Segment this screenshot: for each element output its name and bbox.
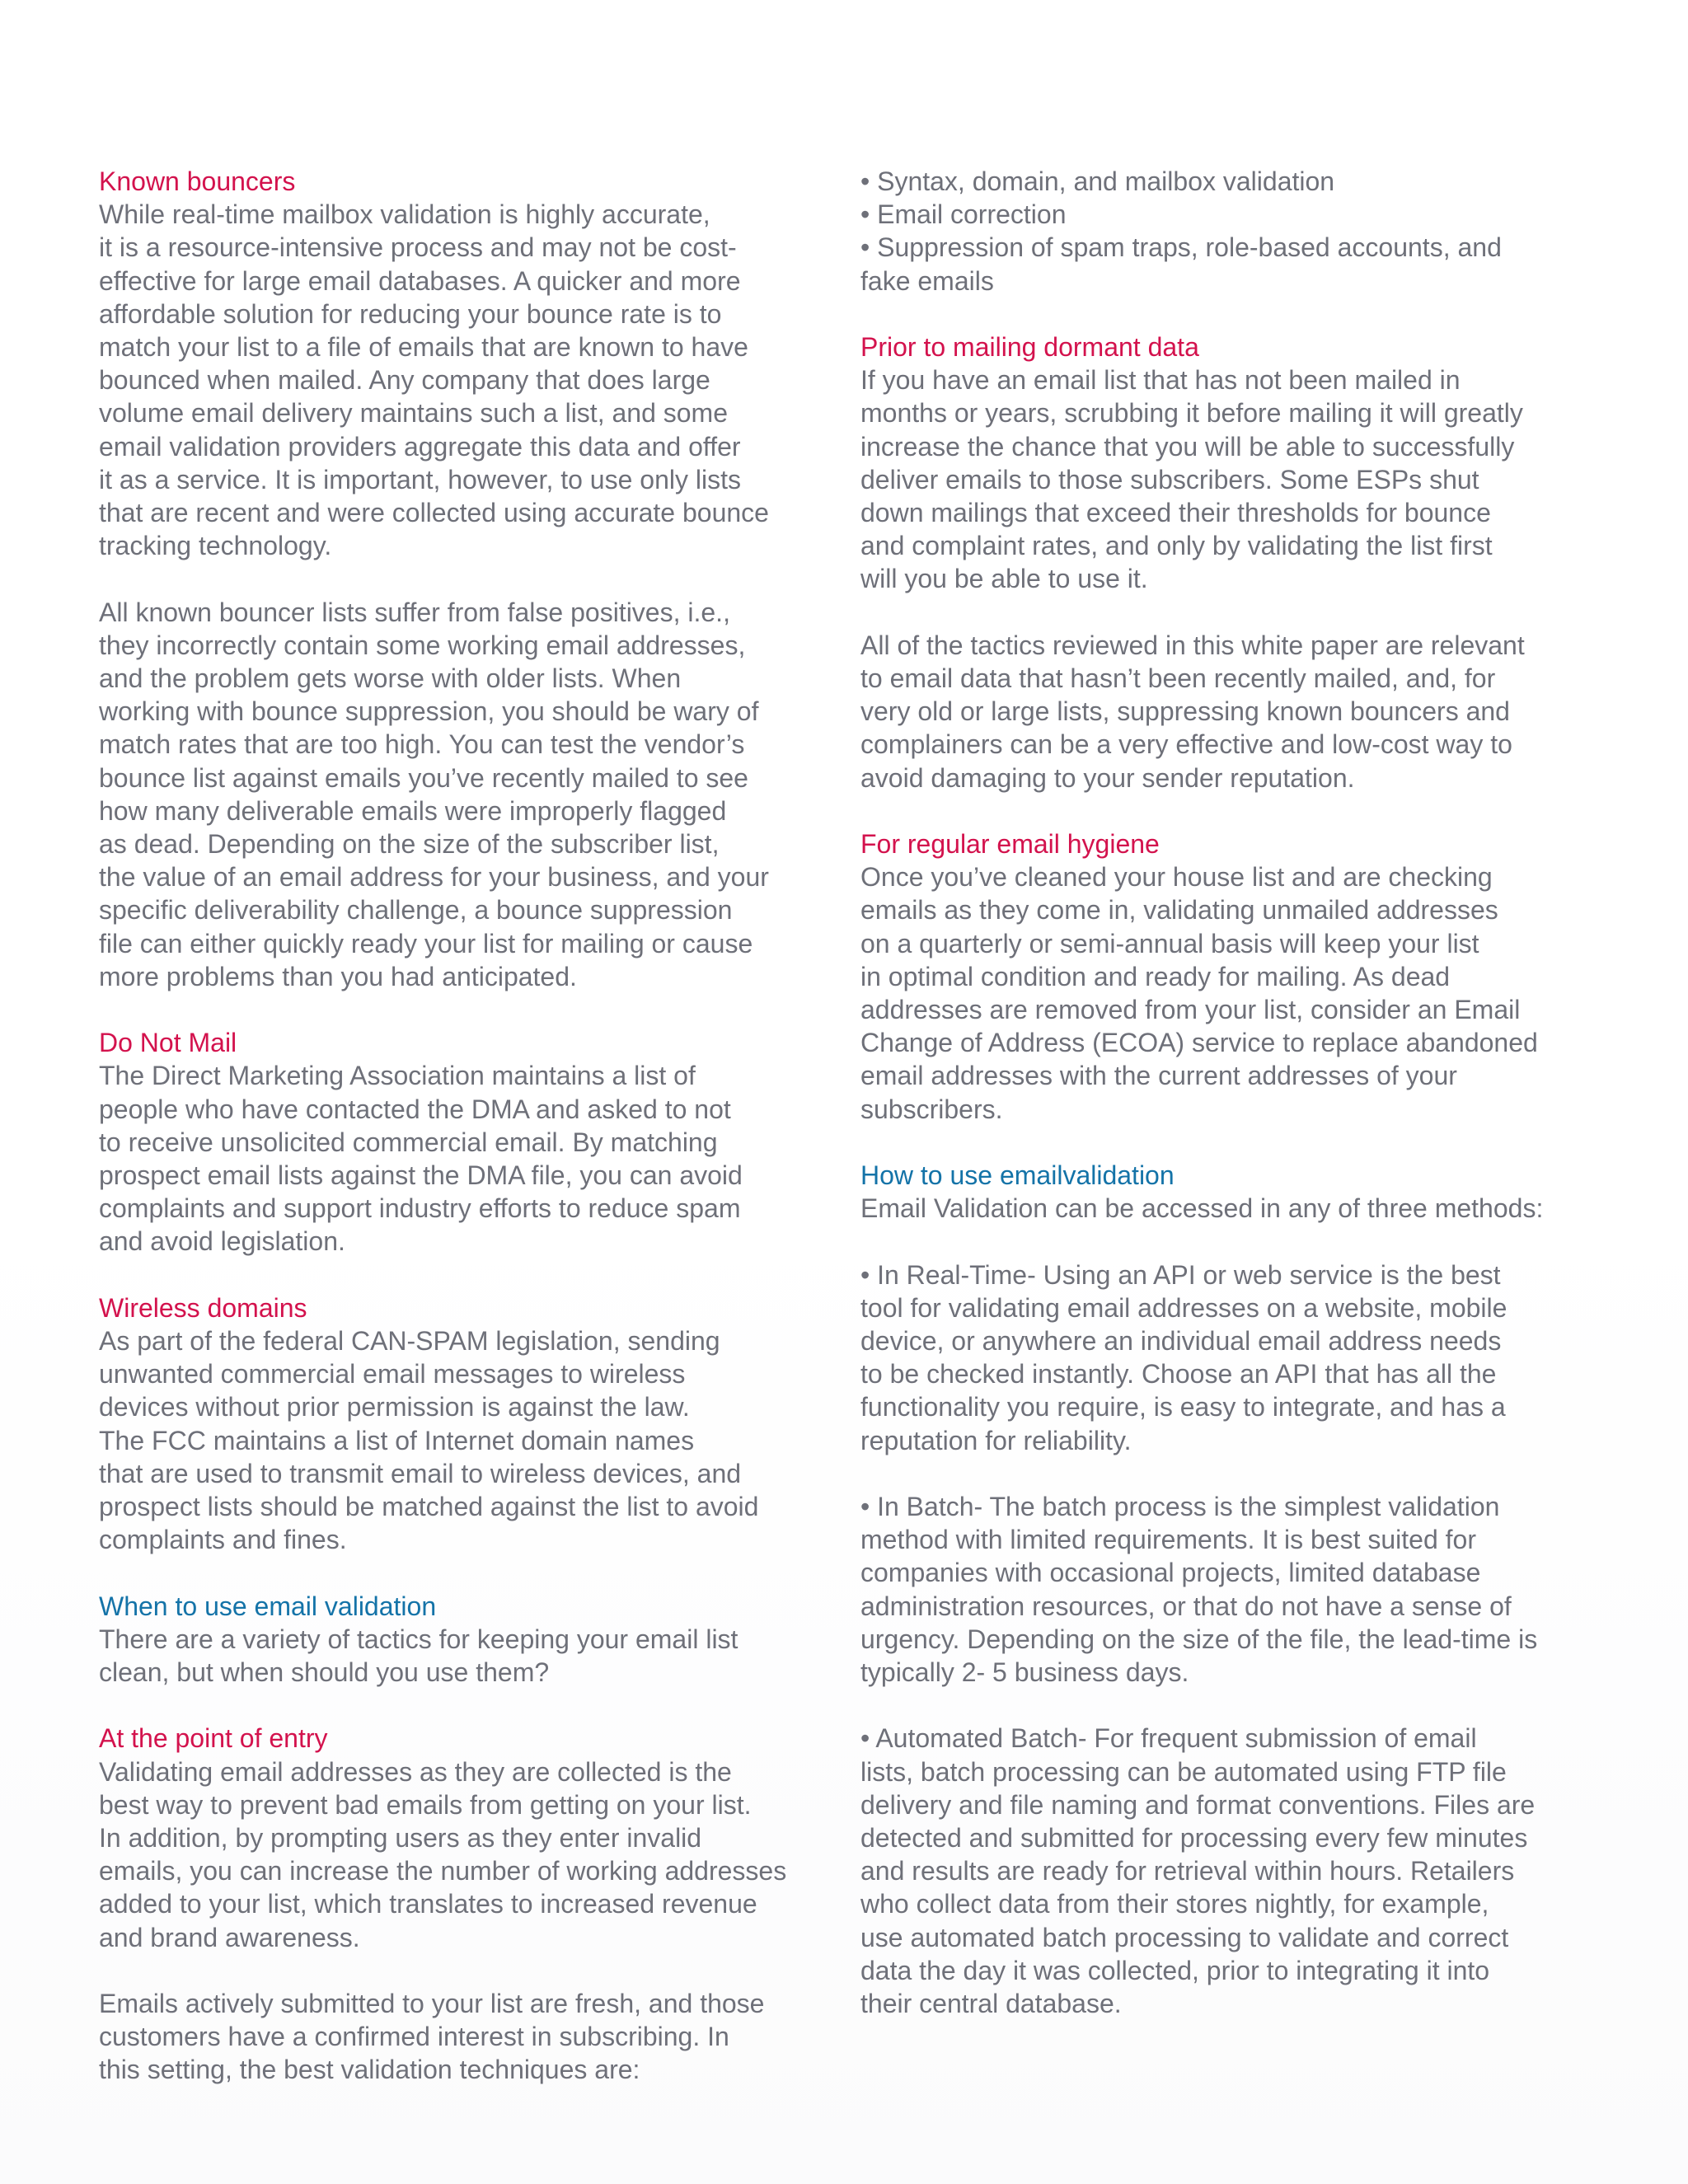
paragraph: If you have an email list that has not been mailed in months or years, scrubbing it before mailing it will greatly increase the chance that you will be able to successfully deliver emails to those subscribers. Some ESPs shut down mailings that exceed their thresholds for bounce and complaint rates, and only by validating the list first will you be able to use it. — [860, 365, 1523, 594]
section-heading: When to use email validation — [99, 1591, 437, 1621]
paragraph: Email Validation can be accessed in any of three methods: — [860, 1193, 1544, 1224]
right-column — [860, 165, 1606, 2053]
bullet-list — [860, 165, 1606, 298]
section-how-to-use — [860, 1159, 1606, 2020]
paragraph: While real-time mailbox validation is highly accurate, it is a resource-intensive process and may not be cost- effective for large email databases. A quicker and more affordable solution for reducing your bounce rate is to match your list to a file of emails that are known to have bounced when mailed. Any company that does large volume email delivery maintains such a list, and some email validation providers aggregate this data and offer it as a service. It is important, however, to use only lists that are recent and were collected using accurate bounce tracking technology. — [99, 199, 769, 561]
paragraph: • In Batch- The batch process is the simplest validation method with limited requirements. It is best suited for companies with occasional projects, limited database administration resources, or that do not have a sense of urgency. Depending on the size of the file, the lead-time is typically 2- 5 business days. — [860, 1492, 1538, 1688]
section-techniques-list — [860, 165, 1606, 298]
section-heading: How to use emailvalidation — [860, 1160, 1175, 1191]
section-heading: For regular email hygiene — [860, 829, 1160, 860]
section-heading: Known bouncers — [99, 166, 296, 196]
list-item: • Syntax, domain, and mailbox validation — [860, 166, 1335, 196]
paragraph: Validating email addresses as they are collected is the best way to prevent bad emails from getting on your list. In addition, by prompting users as they enter invalid emails, you can increase the number of working addresses added to your list, which translates to increased revenue and brand awareness. — [99, 1756, 787, 1952]
paragraph: All of the tactics reviewed in this white paper are relevant to email data that hasn’t been recently mailed, and, for very old or large lists, suppressing known bouncers and complainers can be a very effective and low-cost way to avoid damaging to your sender reputation. — [860, 630, 1525, 793]
section-when-to-use — [99, 1590, 845, 1690]
section-heading: At the point of entry — [99, 1723, 328, 1754]
section-wireless-domains — [99, 1291, 845, 1557]
section-point-of-entry — [99, 1722, 845, 2086]
paragraph: Once you’ve cleaned your house list and are checking emails as they come in, validating unmailed addresses on a quarterly or semi-annual basis will keep your list in optimal condition and ready for mailing. As dead addresses are removed from your list, consider an Email Change of Address (ECOA) service to replace abandoned email addresses with the current addresses of your subscribers. — [860, 862, 1538, 1124]
list-item: • Email correction — [860, 199, 1067, 230]
paragraph: There are a variety of tactics for keeping your email list clean, but when should you use them? — [99, 1624, 738, 1688]
section-heading: Do Not Mail — [99, 1028, 237, 1058]
section-known-bouncers — [99, 165, 845, 993]
section-heading: Prior to mailing dormant data — [860, 332, 1199, 362]
paragraph: The Direct Marketing Association maintains a list of people who have contacted the DMA and asked to not to receive unsolicited commercial email. By matching prospect email lists against the DMA file, you can avoid complaints and support industry efforts to reduce spam and avoid legislation. — [99, 1061, 743, 1257]
section-email-hygiene — [860, 827, 1606, 1126]
section-do-not-mail — [99, 1026, 845, 1258]
list-item: • Suppression of spam traps, role-based accounts, and fake emails — [860, 232, 1502, 296]
paragraph: Emails actively submitted to your list are fresh, and those customers have a confirmed interest in subscribing. In this setting, the best validation techniques are: — [99, 1989, 765, 2085]
paragraph: • Automated Batch- For frequent submission of email lists, batch processing can be automated using FTP file delivery and file naming and format conventions. Files are detected and submitted for processing every few minutes and results are ready for retrieval within hours. Retailers who collect data from their stores nightly, for example, use automated batch processing to validate and correct data the day it was collected, prior to integrating it into their central database. — [860, 1723, 1536, 2019]
paragraph: • In Real-Time- Using an API or web service is the best tool for validating email addresses on a website, mobile device, or anywhere an individual email address needs to be checked instantly. Choose an API that has all the functionality you require, is easy to integrate, and has a reputation for reliability. — [860, 1259, 1507, 1455]
section-heading: Wireless domains — [99, 1292, 307, 1323]
paragraph: All known bouncer lists suffer from false positives, i.e., they incorrectly contain some working email addresses, and the problem gets worse with older lists. When working with bounce suppression, you should be wary of match rates that are too high. You can test the vendor’s bounce list against emails you’ve recently mailed to see how many deliverable emails were improperly flagged as dead. Depending on the size of the subscriber list, the value of an email address for your business, and your specific deliverability challenge, a bounce suppression file can either quickly ready your list for mailing or cause more problems than you had anticipated. — [99, 597, 769, 991]
section-dormant-data — [860, 330, 1606, 794]
left-column — [99, 165, 845, 2120]
paragraph: As part of the federal CAN-SPAM legislation, sending unwanted commercial email messages to wireless devices without prior permission is against the law. The FCC maintains a list of Internet domain names that are used to transmit email to wireless devices, and prospect lists should be matched against the list to avoid complaints and fines. — [99, 1326, 759, 1555]
